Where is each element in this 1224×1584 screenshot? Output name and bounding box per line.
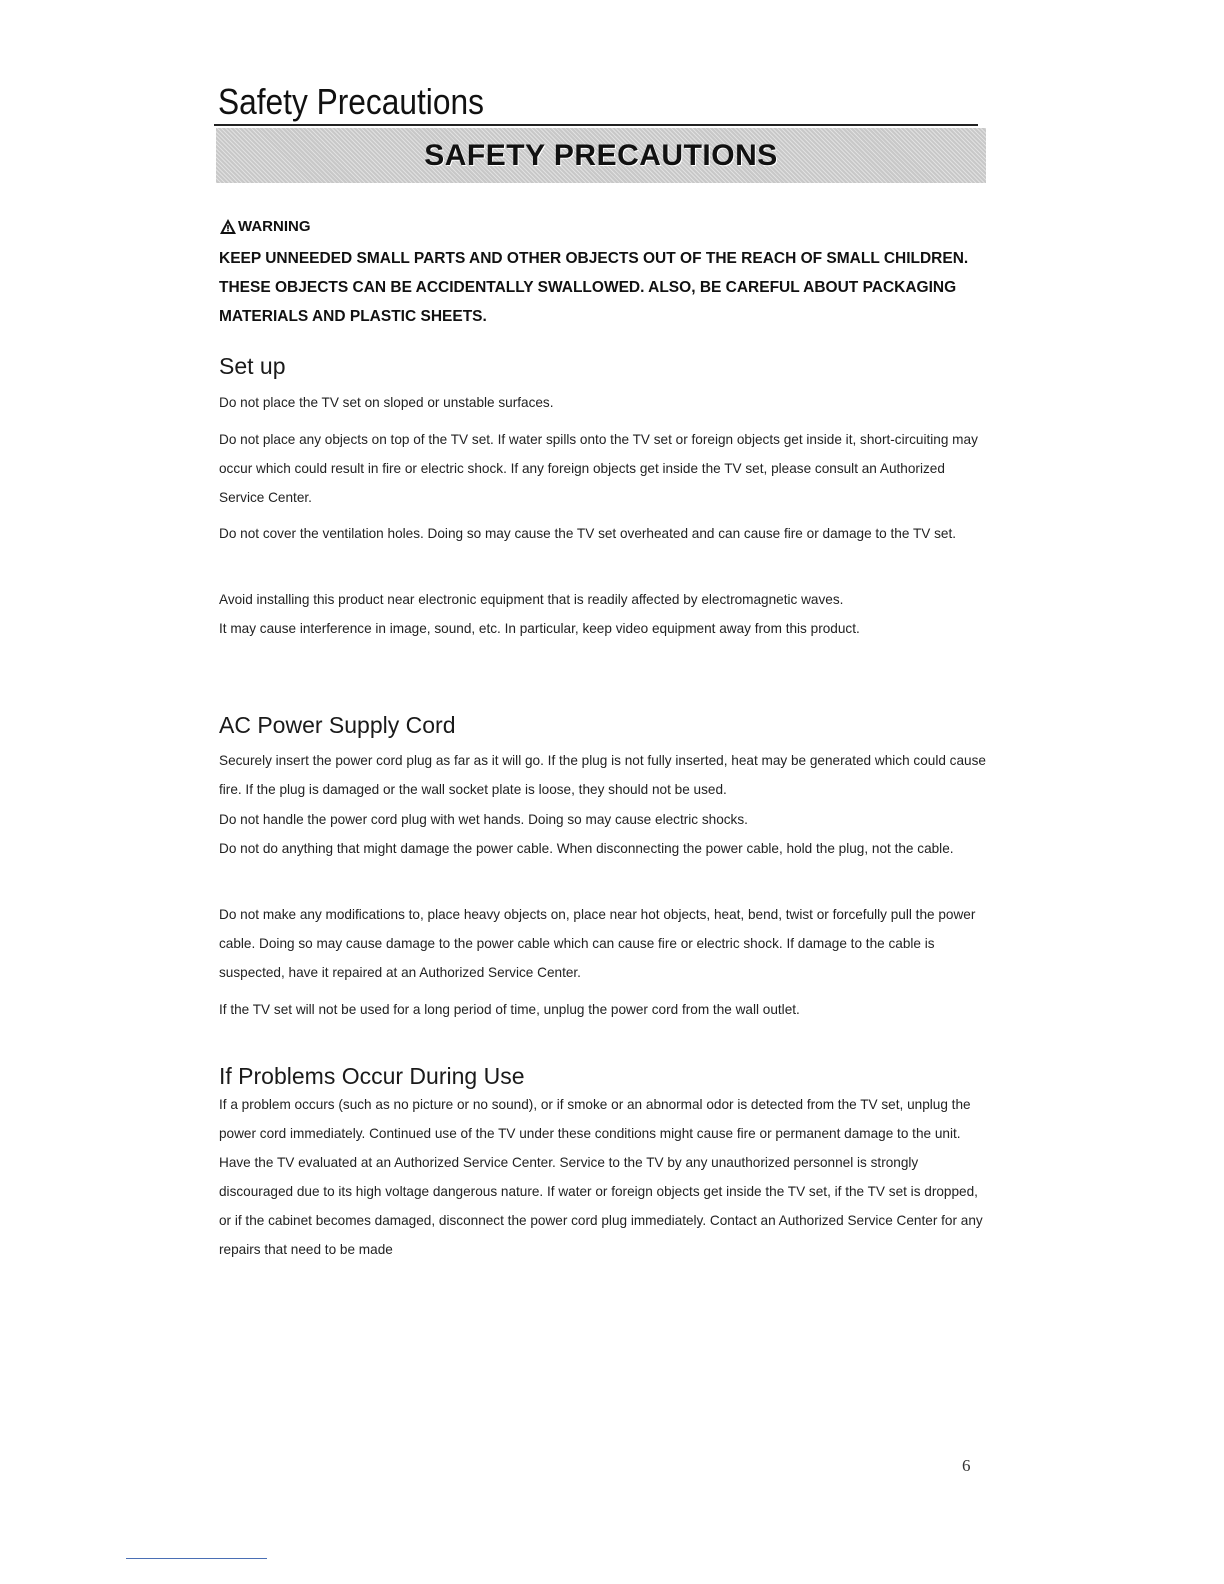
warning-triangle-icon	[219, 218, 237, 235]
banner-text: SAFETY PRECAUTIONS	[424, 138, 778, 172]
setup-paragraph: It may cause interference in image, sound, etc. In particular, keep video equipment away from this product.	[219, 621, 860, 636]
ac-power-paragraph: Do not do anything that might damage the power cable. When disconnecting the power cable, hold the plug, not the cable.	[219, 841, 954, 856]
warning-label: WARNING	[238, 218, 311, 235]
setup-paragraph: Avoid installing this product near electronic equipment that is readily affected by electromagnetic waves.	[219, 592, 844, 607]
setup-paragraph: Do not place any objects on top of the TV set. If water spills onto the TV set or foreign objects get inside it, short-circuiting may occur which could result in fire or electric shock. If any foreign objects get inside the TV set, please consult an Authorized Service Center.	[219, 432, 978, 505]
page-title: Safety Precautions	[218, 81, 484, 122]
setup-paragraph: Do not place the TV set on sloped or unstable surfaces.	[219, 395, 554, 410]
title-divider	[214, 124, 978, 126]
problems-heading: If Problems Occur During Use	[219, 1063, 525, 1089]
warning-header	[219, 218, 311, 235]
page-number: 6	[962, 1456, 971, 1475]
section-banner	[216, 128, 986, 183]
ac-power-heading: AC Power Supply Cord	[219, 712, 456, 738]
ac-power-paragraph: If the TV set will not be used for a long period of time, unplug the power cord from the wall outlet.	[219, 1002, 800, 1017]
footer-rule	[126, 1558, 267, 1559]
warning-text: KEEP UNNEEDED SMALL PARTS AND OTHER OBJECTS OUT OF THE REACH OF SMALL CHILDREN. THESE OBJECTS CAN BE ACCIDENTALLY SWALLOWED. ALSO, BE CAREFUL ABOUT PACKAGING MATERIALS AND PLASTIC SHEETS.	[219, 250, 969, 325]
ac-power-paragraph: Do not handle the power cord plug with wet hands. Doing so may cause electric shocks.	[219, 812, 748, 827]
ac-power-paragraph: Securely insert the power cord plug as far as it will go. If the plug is not fully inserted, heat may be generated which could cause fire. If the plug is damaged or the wall socket plate is loose, they should not be used.	[219, 753, 986, 797]
setup-paragraph: Do not cover the ventilation holes. Doing so may cause the TV set overheated and can cause fire or damage to the TV set.	[219, 526, 957, 541]
ac-power-paragraph: Do not make any modifications to, place heavy objects on, place near hot objects, heat, bend, twist or forcefully pull the power cable. Doing so may cause damage to the power cable which can cause fire or electric shock. If damage to the cable is suspected, have it repaired at an Authorized Service Center.	[219, 907, 976, 980]
setup-heading: Set up	[219, 353, 286, 379]
problems-paragraph: If a problem occurs (such as no picture or no sound), or if smoke or an abnormal odor is detected from the TV set, unplug the power cord immediately. Continued use of the TV under these conditions might cause fire or permanent damage to the unit. Have the TV evaluated at an Authorized Service Center. Service to the TV by any unauthorized personnel is strongly discouraged due to its high voltage dangerous nature. If water or foreign objects get inside the TV set, if the TV set is dropped, or if the cabinet becomes damaged, disconnect the power cord plug immediately. Contact an Authorized Service Center for any repairs that need to be made	[219, 1097, 983, 1257]
